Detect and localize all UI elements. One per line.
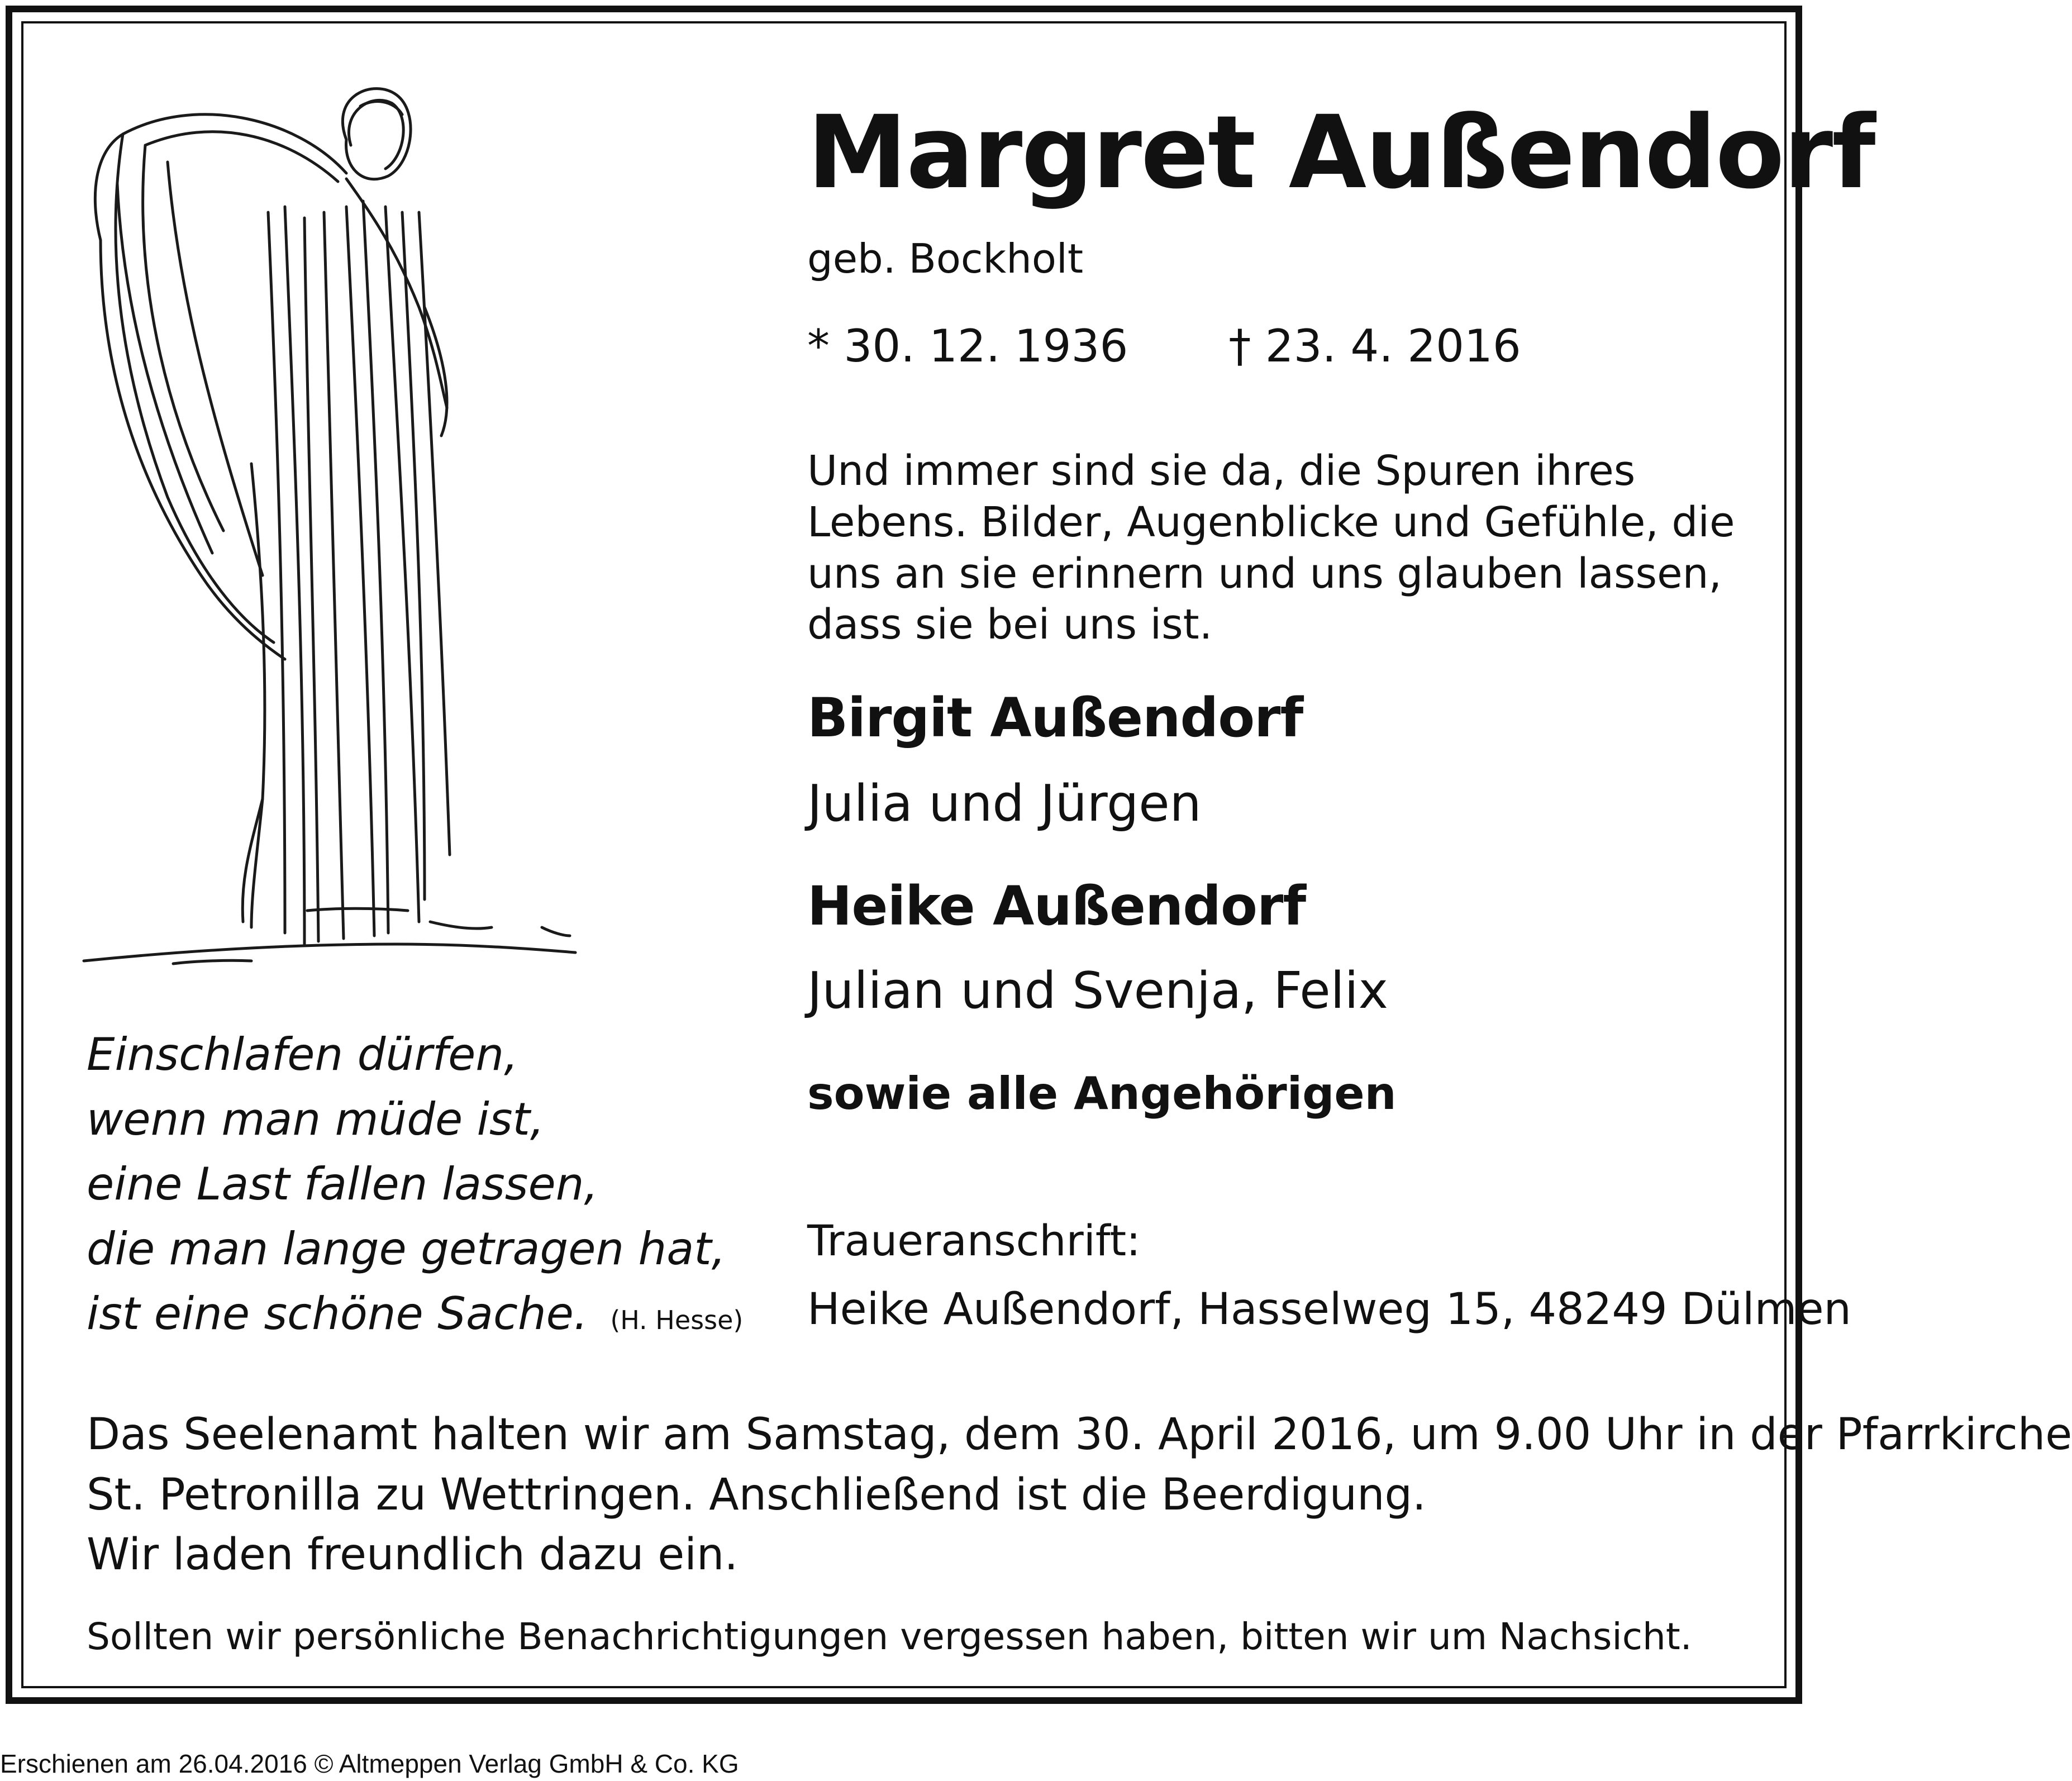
poem-line-last [87,1282,743,1346]
angel-sketch-illustration [84,73,598,978]
deceased-name: Margret Außendorf [807,94,1875,211]
mourner-family-2-name: Heike Außendorf [807,875,1306,937]
life-dates [807,320,1521,373]
poem-line: die man lange getragen hat, [87,1223,726,1275]
birth-name: geb. Bockholt [807,235,1084,282]
death-date: † 23. 4. 2016 [1228,320,1521,372]
poem-line: Einschlafen dürfen, [87,1028,518,1080]
service-line: St. Petronilla zu Wettringen. Anschließend ist die Beerdigung. [87,1469,1426,1520]
publication-footer: Erschienen am 26.04.2016 © Altmeppen Verlag GmbH & Co. KG [0,1749,739,1778]
service-line: Das Seelenamt halten wir am Samstag, dem 30. April 2016, um 9.00 Uhr in der Pfarrkirche [87,1409,2072,1460]
poem-line: eine Last fallen lassen, [87,1158,598,1210]
poem-line: ist eine schöne Sache. [87,1288,588,1340]
mourner-family-1-name: Birgit Außendorf [807,687,1303,749]
service-line: Wir laden freundlich dazu ein. [87,1530,739,1580]
poem-line: wenn man müde ist, [87,1093,545,1145]
poem [87,1022,743,1346]
mourner-family-1-members: Julia und Jürgen [807,774,1202,833]
poem-author: (H. Hesse) [610,1305,744,1335]
memorial-quote: Und immer sind sie da, die Spuren ihres Lebens. Bilder, Augenblicke und Gefühle, die uns an sie erinnern und uns glauben lassen, dass sie bei uns ist. [807,447,1735,649]
relatives-line: sowie alle Angehörigen [807,1068,1397,1120]
mourning-address: Heike Außendorf, Hasselweg 15, 48249 Dülmen [807,1284,1851,1335]
service-notice [87,1405,2072,1585]
birth-date: * 30. 12. 1936 [807,320,1128,372]
mourning-address-label: Traueranschrift: [807,1216,1141,1265]
apology-note: Sollten wir persönliche Benachrichtigungen vergessen haben, bitten wir um Nachsicht. [87,1615,1692,1658]
mourner-family-2-members: Julian und Svenja, Felix [807,961,1388,1020]
